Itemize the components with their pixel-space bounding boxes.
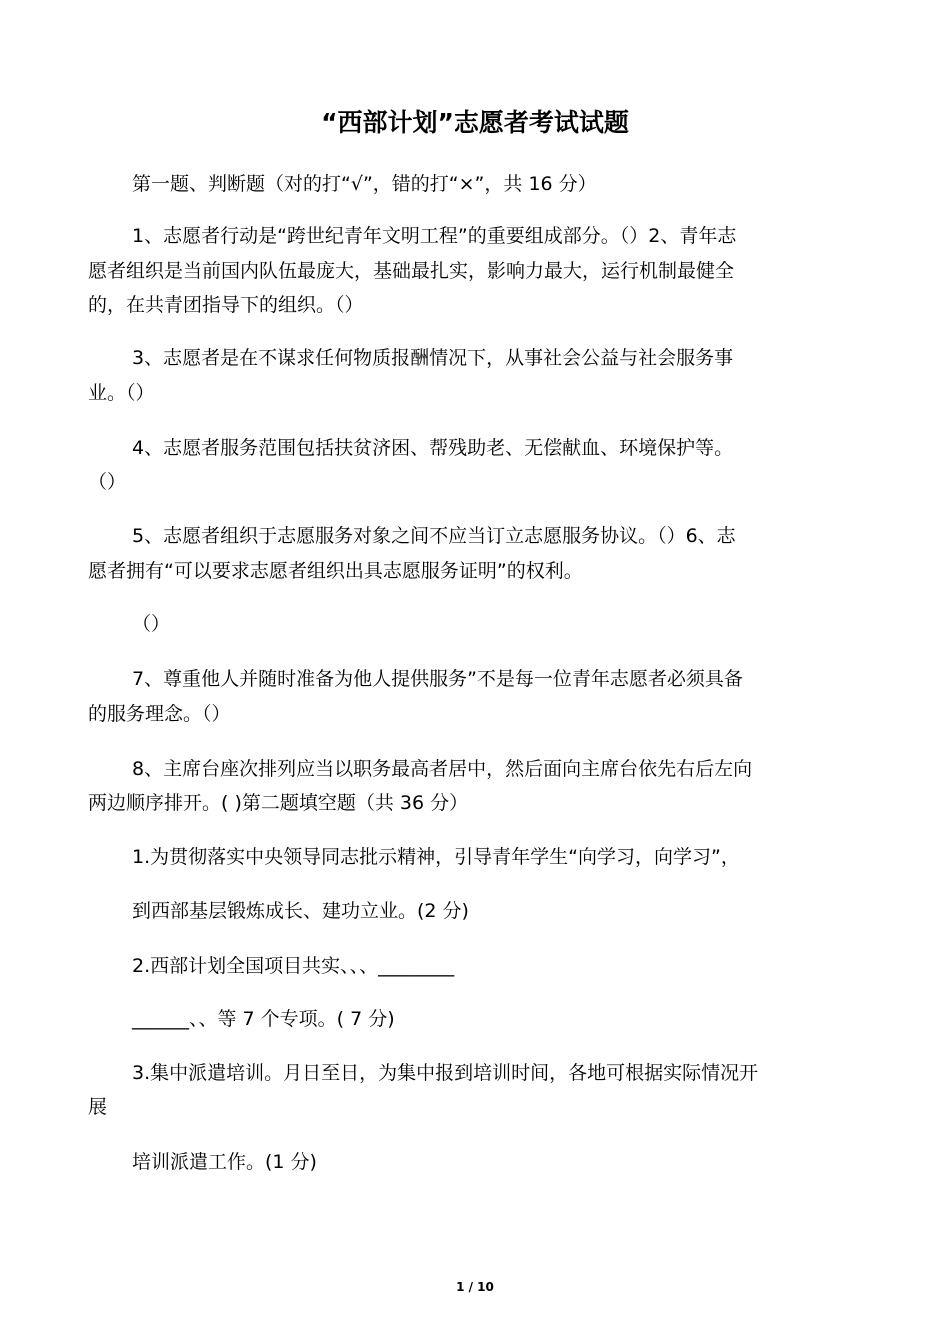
question-text: 8、主席台座次排列应当以职务最高者居中，然后面向主席台依先右后左向 — [132, 758, 753, 780]
question-text: 2.西部计划全国项目共实、、、________ — [132, 955, 455, 977]
question-text: 的服务理念。（） — [88, 703, 231, 725]
question-text: （） — [88, 471, 127, 493]
question-text: 1、志愿者行动是“跨世纪青年文明工程”的重要组成部分。（）2、青年志 — [132, 225, 737, 247]
question-text: 3、志愿者是在不谋求任何物质报酬情况下，从事社会公益与社会服务事 — [132, 347, 734, 369]
page-title: “西部计划”志愿者考试试题 — [321, 108, 629, 137]
question-text: 7、尊重他人并随时准备为他人提供服务”不是每一位青年志愿者必须具备 — [132, 668, 743, 690]
question-text: 5、志愿者组织于志愿服务对象之间不应当订立志愿服务协议。（）6、志 — [132, 525, 736, 547]
question-text: 3.集中派遣培训。月日至日，为集中报到培训时间，各地可根据实际情况开 — [132, 1062, 759, 1084]
question-text: 培训派遣工作。(1 分) — [132, 1151, 317, 1173]
section-heading-judgment: 第一题、判断题（对的打“√”，错的打“×”，共 16 分） — [132, 173, 597, 195]
question-text: 4、志愿者服务范围包括扶贫济困、帮残助老、无偿献血、环境保护等。 — [132, 437, 734, 459]
question-text: 业。（） — [88, 382, 155, 404]
question-text: 的，在共青团指导下的组织。（） — [88, 294, 364, 316]
question-text: ______、、等 7 个专项。( 7 分) — [132, 1008, 395, 1030]
question-text: 愿者组织是当前国内队伍最庞大，基础最扎实，影响力最大，运行机制最健全 — [88, 260, 735, 282]
question-text: 1.为贯彻落实中央领导同志批示精神，引导青年学生“向学习，向学习”， — [132, 846, 740, 868]
question-text: （） — [132, 613, 171, 635]
question-text: 到西部基层锻炼成长、建功立业。(2 分) — [132, 900, 469, 922]
page-number: 1 / 10 — [456, 1280, 494, 1294]
question-text: 展 — [88, 1096, 108, 1118]
question-text: 两边顺序排开。( )第二题填空题（共 36 分） — [88, 792, 469, 814]
question-text: 愿者拥有“可以要求志愿者组织出具志愿服务证明”的权利。 — [88, 560, 583, 582]
